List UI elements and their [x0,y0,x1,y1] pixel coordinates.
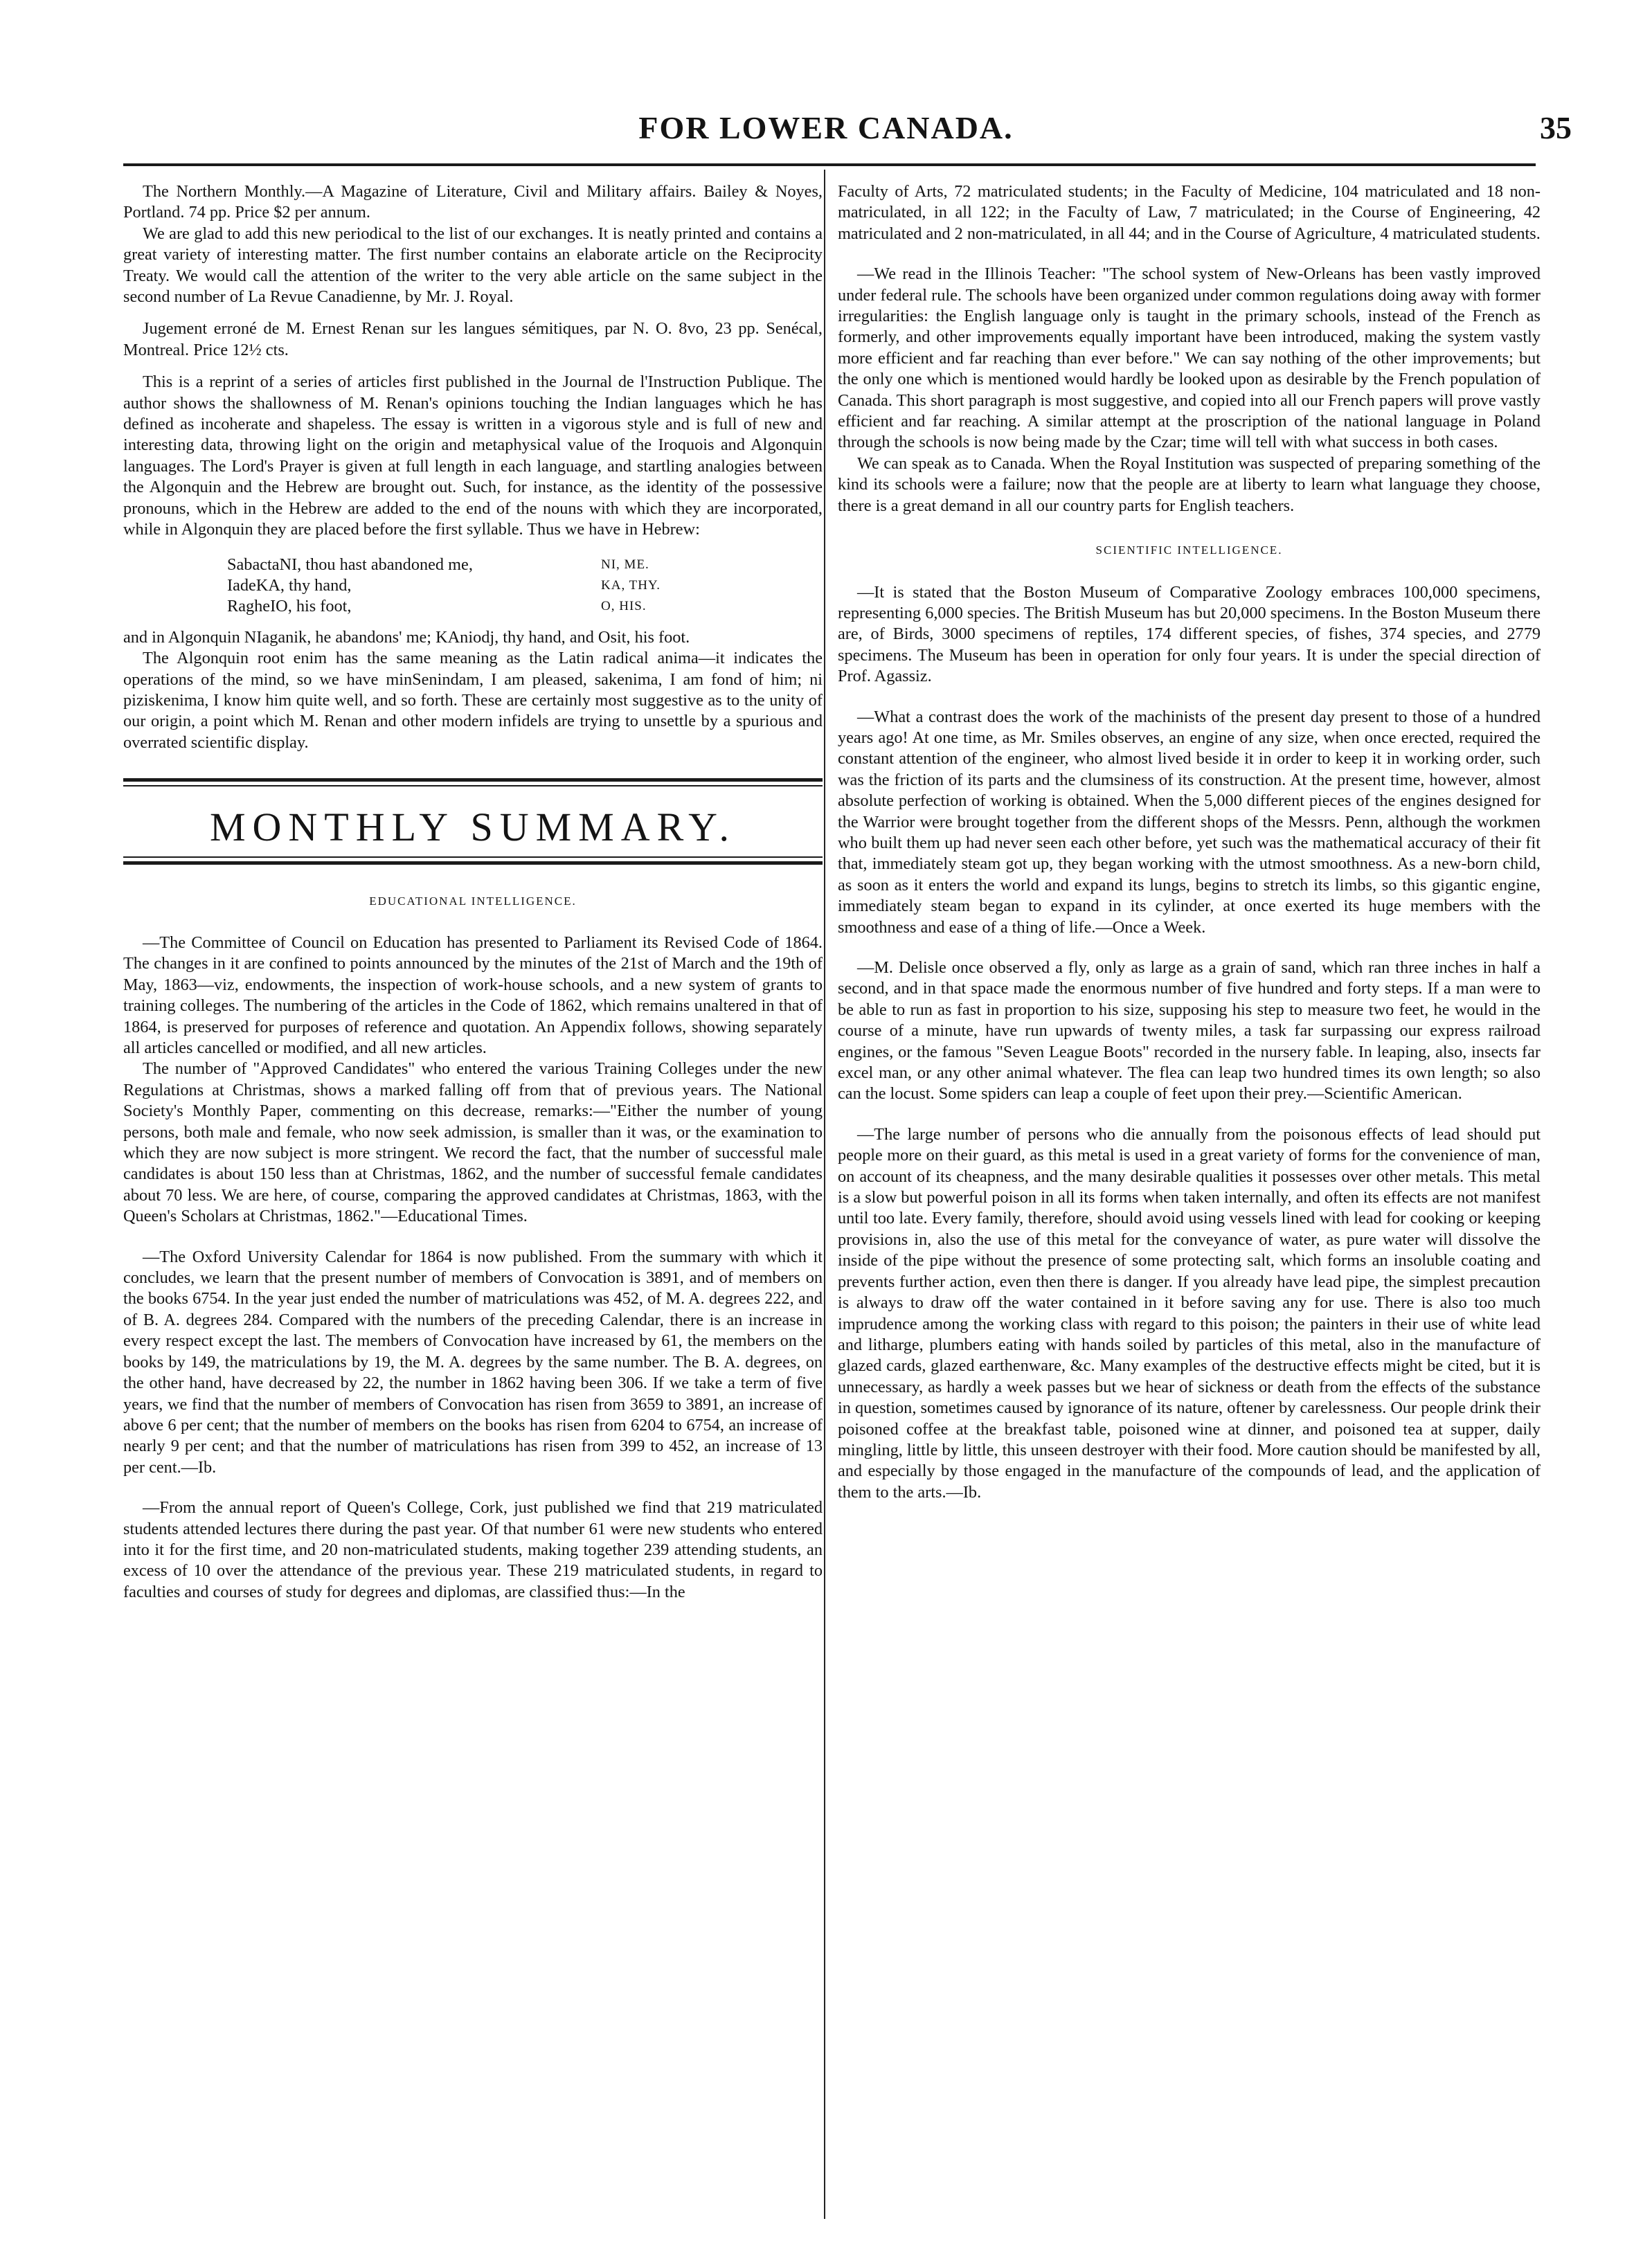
paragraph: —From the annual report of Queen's College, Cork, just published we find that 219 matriculated students attended lectures there during the past year. Of that number 61 were new students who entered into it for the first time, and 20 non-matriculated students, making together 239 attending students, an excess of 10 over the attendance of the previous year. These 219 matriculated students, in regard to faculties and courses of study for degrees and diplomas, are classified thus:—In the [123,1498,823,1601]
hebrew-examples [227,555,823,618]
header-rule [123,163,1536,166]
paragraph: Faculty of Arts, 72 matriculated students; in the Faculty of Medicine, 104 matriculated and 18 non-matriculated, in all 122; in the Faculty of Law, 7 matriculated; in the Course of Engineering, 42 matriculated and 2 non-matriculated, in all 44; and in the Course of Agriculture, 4 matriculated students. [838,182,1541,243]
paragraph: —It is stated that the Boston Museum of Comparative Zoology embraces 100,000 specimens, representing 6,000 species. The British Museum has but 20,000 specimens. In the Boston Museum there are, of Birds, 3000 specimens of reptiles, 174 different species, of fishes, 374 species, and 2779 specimens. The Museum has been in operation for only four years. It is under the special direction of Prof. Agassiz. [838,582,1541,686]
notice-jugement: Jugement erroné de M. Ernest Renan sur les langues sémitiques, par N. O. 8vo, 23 pp. Senécal, Montreal. Price 12½ cts. [123,319,823,359]
section-rule-top [123,778,823,789]
section-title: MONTHLY SUMMARY. [209,804,737,850]
section-rule-bottom [123,856,823,867]
verse-line: SabactaNI, thou hast abandoned me, NI, ME. [227,555,649,574]
paragraph: —What a contrast does the work of the machinists of the present day present to those of a hundred years ago! At one time, as Mr. Smiles observes, an engine of any size, when once erected, required the constant attention of the engineer, who almost lived beside it in order to keep it in working order, such was the friction of its parts and the clumsiness of its construction. At the present time, however, almost absolute perfection of working is obtained. When the 5,000 different pieces of the engines designed for the Warrior were brought together from the different shops of the Messrs. Penn, although the workmen who built them up had never seen each other before, yet such was the mathematical accuracy of their fit that, immediately steam got up, they began working with the utmost smoothness. As a new-born child, as soon as it enters the world and expand its lungs, begins to stretch its limbs, so this gigantic engine, immediately steam began to expand in its cylinder, at once exerted its huge members with the smoothness and ease of a thing of life.—Once a Week. [838,707,1541,937]
paragraph: and in Algonquin NIaganik, he abandons' me; KAniodj, thy hand, and Osit, his foot. [123,627,690,647]
paragraph: —The Committee of Council on Education has presented to Parliament its Revised Code of 1864. The changes in it are confined to points announced by the minutes of the 21st of March and the 19th of May, 1863—viz, endowments, the inspection of work-house schools, and a new system of grants to training colleges. The numbering of the articles in the Code of 1862, which remains unaltered in that of 1864, is preserved for purposes of reference and quotation. An Appendix follows, showing separately all articles cancelled or modified, and all new articles. [123,933,823,1057]
paragraph: —We read in the Illinois Teacher: "The school system of New-Orleans has been vastly improved under federal rule. The schools have been organized under common regulations doing away with former irregularities: the English language only is taught in the primary schools, instead of the French as formerly, and other improvements equally important have been introduced, making the system vastly more efficient and far reaching than ever before." We can say nothing of the other improvements; but the only one which is mentioned would hardly be looked upon as desirable by the French population of Canada. This short paragraph is most suggestive, and copied into all our French papers will prove vastly efficient and far reaching. A similar attempt at the proscription of the national language in Poland through the schools is now being made by the Czar; time will tell with what success in both cases. [838,264,1541,452]
paragraph: —The large number of persons who die annually from the poisonous effects of lead should put people more on their guard, as this metal is used in a great variety of forms for the convenience of man, on account of its cheapness, and the many desirable qualities it possesses over other metals. This metal is a slow but powerful poison in all its forms when taken internally, and often its effects are not manifest until too late. Every family, therefore, should avoid using vessels lined with lead for cooking or keeping provisions in, also the use of this metal for the conveyance of water, as pure water will dissolve the inside of the pipe without the presence of some protecting salt, which forms an insoluble coating and prevents further action, even then there is danger. If you already have lead pipe, the simplest precaution is always to draw off the water contained in it before saving any for use. There is also too much imprudence among the working class with regard to this poison; the painters in their use of white lead and litharge, plumbers eating with hands soiled by particles of this metal, also in the manufacture of glazed cards, glazed earthenware, &c. Many examples of the destructive effects might be cited, but it is unnecessary, as hardly a week passes but we hear of sickness or death from the effects of the substance in question, sometimes caused by ignorance of its nature, oftener by carelessness. Our people drink their poisoned coffee at the breakfast table, poisoned wine at dinner, and poisoned tea at supper, daily mingling, little by little, this unseen destroyer with their food. More caution should be manifested by all, and especially by those engaged in the manufacture of the compounds of lead, and the application of them to the arts.—Ib. [838,1124,1541,1502]
paragraph: —M. Delisle once observed a fly, only as large as a grain of sand, which ran three inches in half a second, and in that space made the enormous number of five hundred and forty steps. If a man were to be able to run as fast in proportion to his size, supposing his step to measure two feet, he would in the course of a minute, have run upwards of twenty miles, a task far surpassing our express railroad engines, or the famous "Seven League Boots" recorded in the nursery fable. In leaping, also, insects far excel man, or any other animal whatever. The flea can leap two hundred times its own length; so also can the locust. Some spiders can leap a couple of feet upon their prey.—Scientific American. [838,958,1541,1104]
verse-line: RagheIO, his foot, O, HIS. [227,597,647,616]
column-divider [824,170,825,2219]
paragraph: We are glad to add this new periodical to the list of our exchanges. It is neatly printed and contains a great variety of interesting matter. The first number contains an elaborate article on the Reciprocity Treaty. We would call the attention of the writer to the very able article on the same subject in the second number of La Revue Canadienne, by Mr. J. Royal. [123,224,823,307]
paragraph: The Algonquin root enim has the same meaning as the Latin radical anima—it indicates the operations of the mind, so we have minSenindam, I am pleased, sakenima, I am fond of him; ni piziskenima, I know him quite well, and so forth. These are certainly most suggestive as to the unity of our origin, a point which M. Renan and other modern infidels are trying to unsettle by a spurious and overrated scientific display. [123,649,823,752]
page-number: 35 [1540,110,1572,145]
verse-line: IadeKA, thy hand, KA, THY. [227,575,661,595]
paragraph: The number of "Approved Candidates" who entered the various Training Colleges under the new Regulations at Christmas, shows a marked falling off from that of previous years. The National Society's Monthly Paper, commenting on this decrease, remarks:—"Either the number of young persons, both male and female, who now seek admission, is smaller than it was, or the examination to which they are now subject is more stringent. We record the fact, that the number of successful male candidates is about 150 less than at Christmas, 1862, and the number of successful female candidates about 70 less. We are here, of course, comparing the approved candidates at Christmas, 1863, with the Queen's Scholars at Christmas, 1862."—Educational Times. [123,1059,823,1226]
left-column [123,181,823,1603]
page-header-title: FOR LOWER CANADA. [638,110,1014,145]
right-column [838,181,1541,1503]
paragraph: We can speak as to Canada. When the Royal Institution was suspected of preparing something of the kind its schools were a failure; now that the people are at liberty to learn what language they choose, there is a great demand in all our country parts for English teachers. [838,453,1541,515]
notice-northern-monthly: The Northern Monthly.—A Magazine of Literature, Civil and Military affairs. Bailey & Noyes, Portland. 74 pp. Price $2 per annum. [123,182,823,222]
subheading-educational: EDUCATIONAL INTELLIGENCE. [369,894,577,908]
paragraph: —The Oxford University Calendar for 1864 is now published. From the summary with which it concludes, we learn that the present number of members of Convocation is 3891, and of members on the books 6754. In the year just ended the number of matriculations was 452, of M. A. degrees 222, and of B. A. degrees 284. Compared with the numbers of the preceding Calendar, there is an increase in every respect except the last. The members of Convocation have increased by 61, the members on the books by 149, the matriculations by 19, the M. A. degrees by the same number. The B. A. degrees, on the other hand, have decreased by 22, the number in 1862 having been 306. If we take a term of five years, we find that the number of members of Convocation has risen from 3659 to 3891, an increase of above 6 per cent; that the number of members on the books has risen from 6204 to 6754, an increase of nearly 9 per cent; and that the number of matriculations has risen from 399 to 452, an increase of 13 per cent.—Ib. [123,1247,823,1477]
paragraph: This is a reprint of a series of articles first published in the Journal de l'Instruction Publique. The author shows the shallowness of M. Renan's opinions touching the Indian languages which he has defined as incoherate and shapeless. The essay is written in a vigorous style and is full of new and interesting data, throwing light on the origin and metaphysical value of the Iroquois and Algonquin languages. The Lord's Prayer is given at full length in each language, and startling analogies between the Algonquin and the Hebrew are brought out. Such, for instance, as the identity of the possessive pronouns, which in the Hebrew are added to the end of the nouns with which they are incorporated, while in Algonquin they are placed before the first syllable. Thus we have in Hebrew: [123,372,823,539]
subheading-scientific: SCIENTIFIC INTELLIGENCE. [1095,543,1283,557]
